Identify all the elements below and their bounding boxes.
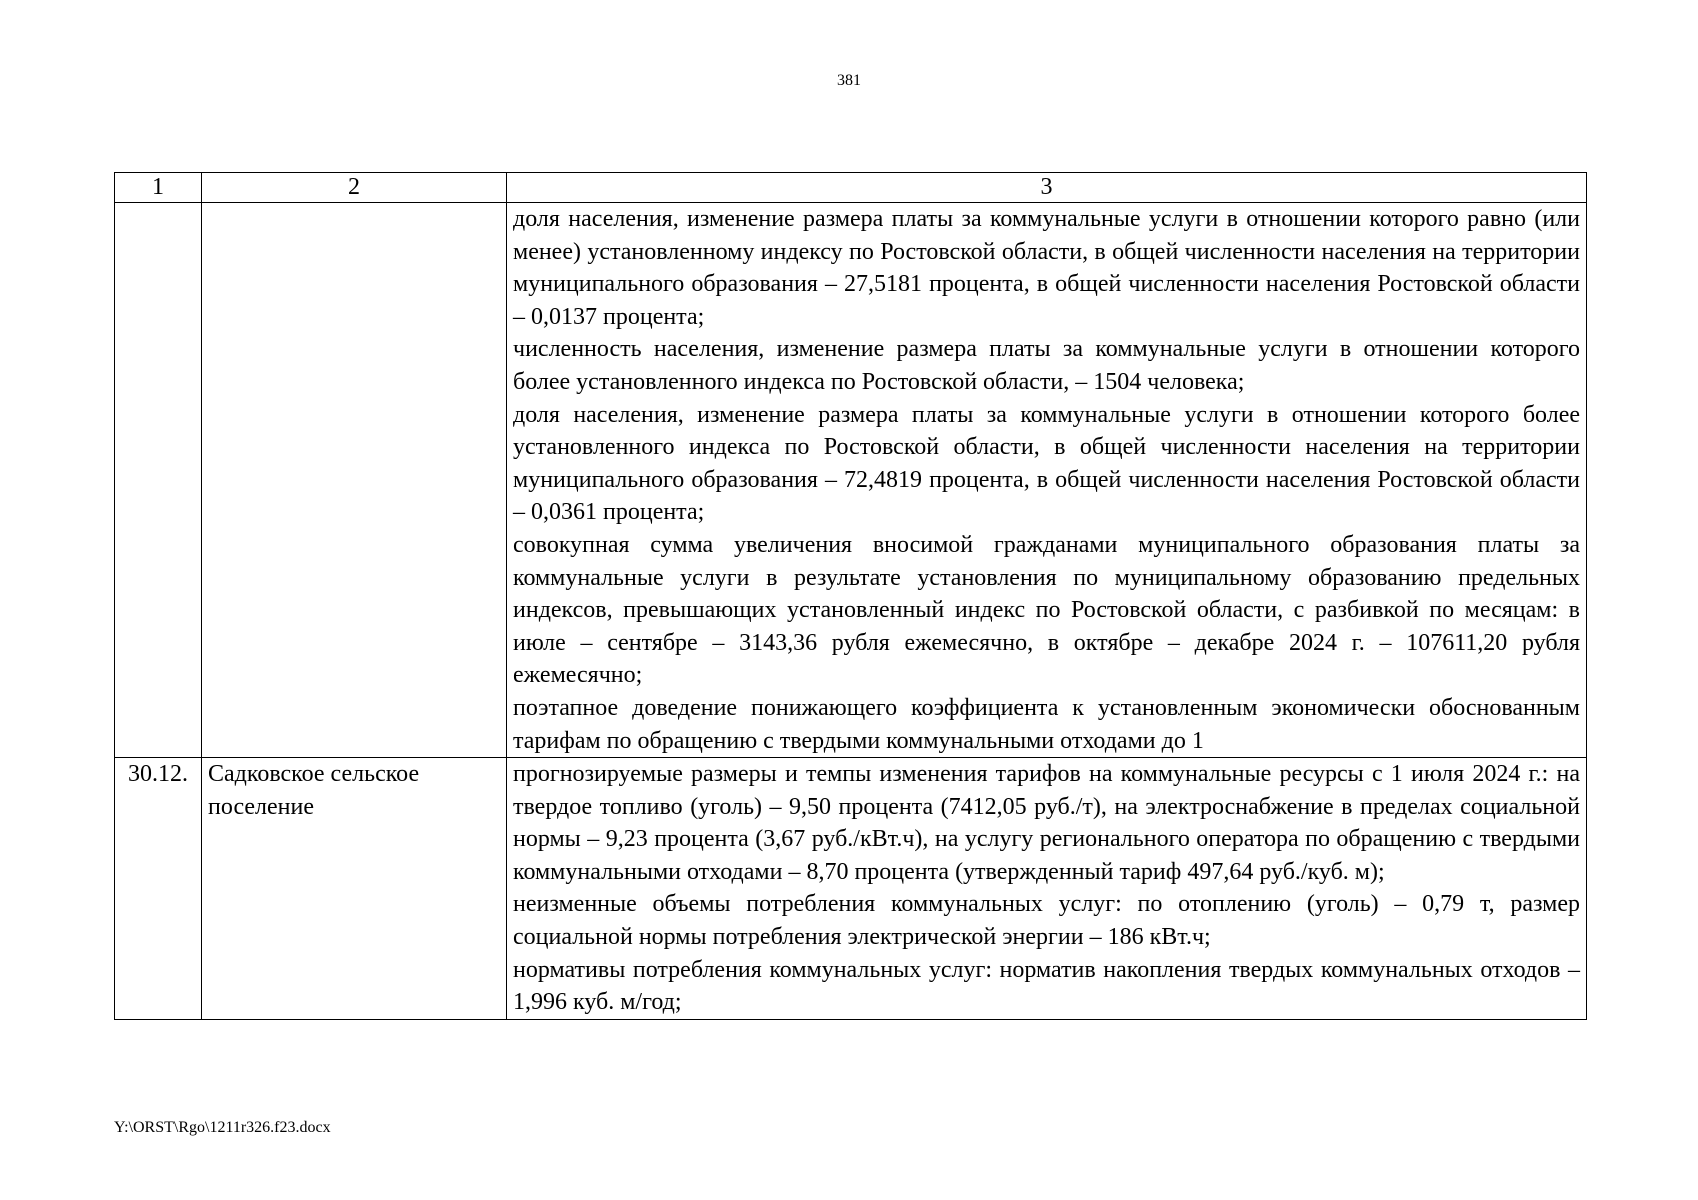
column-header-3: 3 <box>507 173 1587 203</box>
table-header-row <box>115 173 1587 203</box>
row-description <box>507 758 1587 1020</box>
row-number: 30.12. <box>115 758 202 1020</box>
table-row <box>115 203 1587 758</box>
page-number: 381 <box>837 72 861 89</box>
column-header-1: 1 <box>115 173 202 203</box>
municipality-name: Садковское сельское поселение <box>202 758 507 1020</box>
paragraph: доля населения, изменение размера платы за коммунальные услуги в отношении которого более установленного индекса по Ростовской области, в общей численности населения на территории муниципального образования – 72,4819 процента, в общей численности населения Ростовской области – 0,0361 процента; <box>513 401 1580 526</box>
paragraph: численность населения, изменение размера платы за коммунальные услуги в отношении которого более установленного индекса по Ростовской области, – 1504 человека; <box>513 336 1580 395</box>
document-table <box>114 172 1587 1020</box>
paragraph: совокупная сумма увеличения вносимой гражданами муниципального образования платы за коммунальные услуги в результате установления по муниципальному образованию предельных индексов, превышающих установленный индекс по Ростовской области, с разбивкой по месяцам: в июле – сентябре – 3143,36 рубля ежемесячно, в октябре – декабре 2024 г. – 107611,20 рубля ежемесячно; <box>513 531 1580 689</box>
file-path-footer: Y:\ORST\Rgo\1211r326.f23.docx <box>114 1119 331 1136</box>
row-number <box>115 203 202 758</box>
paragraph: прогнозируемые размеры и темпы изменения тарифов на коммунальные ресурсы с 1 июля 2024 г.: на твердое топливо (уголь) – 9,50 процента (7412,05 руб./т), на электроснабжение в пределах социальной нормы – 9,23 процента (3,67 руб./кВт.ч), на услугу регионального оператора по обращению с твердыми коммунальными отходами – 8,70 процента (утвержденный тариф 497,64 руб./куб. м); <box>513 761 1580 885</box>
municipality-name <box>202 203 507 758</box>
paragraph: поэтапное доведение понижающего коэффициента к установленным экономически обоснованным тарифам по обращению с твердыми коммунальными отходами до 1 <box>513 694 1580 754</box>
paragraph: нормативы потребления коммунальных услуг: норматив накопления твердых коммунальных отходов – 1,996 куб. м/год; <box>513 956 1580 1016</box>
row-description <box>507 203 1587 758</box>
table-row <box>115 758 1587 1020</box>
paragraph: неизменные объемы потребления коммунальных услуг: по отоплению (уголь) – 0,79 т, размер социальной нормы потребления электрической энергии – 186 кВт.ч; <box>513 891 1580 951</box>
column-header-2: 2 <box>202 173 507 203</box>
paragraph: доля населения, изменение размера платы за коммунальные услуги в отношении которого равно (или менее) установленному индексу по Ростовской области, в общей численности населения на территории муниципального образования – 27,5181 процента, в общей численности населения Ростовской области – 0,0137 процента; <box>513 206 1580 330</box>
